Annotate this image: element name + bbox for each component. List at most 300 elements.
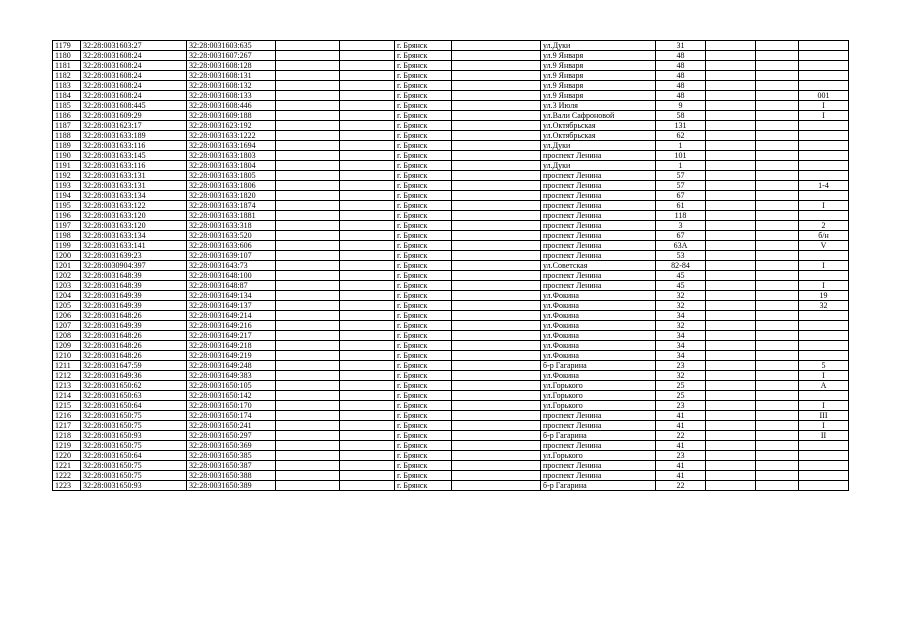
- empty-cell-d: [706, 391, 756, 401]
- table-row: [53, 461, 849, 471]
- premises-number-cell: II: [799, 431, 849, 441]
- city-cell: г. Брянск: [395, 61, 452, 71]
- cadastral-quarter-cell: 32:28:0031650:64: [81, 451, 187, 461]
- street-cell: ул.Фокина: [541, 311, 656, 321]
- street-cell: ул.Фокина: [541, 371, 656, 381]
- table-row: [53, 371, 849, 381]
- premises-number-cell: [799, 51, 849, 61]
- empty-cell-a: [276, 321, 340, 331]
- empty-cell-e: [756, 61, 799, 71]
- city-cell: г. Брянск: [395, 161, 452, 171]
- cadastral-number-cell: 32:28:0031639:107: [187, 251, 276, 261]
- cadastral-quarter-cell: 32:28:0031633:131: [81, 171, 187, 181]
- empty-cell-b: [340, 261, 395, 271]
- empty-cell-e: [756, 161, 799, 171]
- house-number-cell: 53: [656, 251, 706, 261]
- row-number-cell: 1201: [53, 261, 81, 271]
- city-cell: г. Брянск: [395, 181, 452, 191]
- house-number-cell: 32: [656, 301, 706, 311]
- row-number-cell: 1189: [53, 141, 81, 151]
- premises-number-cell: [799, 321, 849, 331]
- street-cell: проспект Ленина: [541, 181, 656, 191]
- premises-number-cell: V: [799, 241, 849, 251]
- empty-cell-b: [340, 331, 395, 341]
- cadastral-number-cell: 32:28:0031650:241: [187, 421, 276, 431]
- empty-cell-a: [276, 291, 340, 301]
- table-row: [53, 221, 849, 231]
- house-number-cell: 67: [656, 231, 706, 241]
- house-number-cell: 118: [656, 211, 706, 221]
- empty-cell-c: [452, 161, 541, 171]
- cadastral-number-cell: 32:28:0031650:105: [187, 381, 276, 391]
- empty-cell-b: [340, 211, 395, 221]
- cadastral-quarter-cell: 32:28:0031633:116: [81, 161, 187, 171]
- empty-cell-d: [706, 231, 756, 241]
- table-row: [53, 191, 849, 201]
- street-cell: б-р Гагарина: [541, 481, 656, 491]
- empty-cell-a: [276, 401, 340, 411]
- premises-number-cell: [799, 481, 849, 491]
- empty-cell-e: [756, 191, 799, 201]
- empty-cell-a: [276, 421, 340, 431]
- row-number-cell: 1202: [53, 271, 81, 281]
- cadastral-quarter-cell: 32:28:0031650:75: [81, 471, 187, 481]
- table-row: [53, 451, 849, 461]
- cadastral-quarter-cell: 32:28:0031623:17: [81, 121, 187, 131]
- empty-cell-e: [756, 171, 799, 181]
- row-number-cell: 1205: [53, 301, 81, 311]
- premises-number-cell: А: [799, 381, 849, 391]
- premises-number-cell: [799, 251, 849, 261]
- row-number-cell: 1211: [53, 361, 81, 371]
- cadastral-quarter-cell: 32:28:0031650:64: [81, 401, 187, 411]
- street-cell: проспект Ленина: [541, 191, 656, 201]
- cadastral-number-cell: 32:28:0031633:1222: [187, 131, 276, 141]
- row-number-cell: 1191: [53, 161, 81, 171]
- empty-cell-b: [340, 371, 395, 381]
- empty-cell-a: [276, 211, 340, 221]
- empty-cell-d: [706, 51, 756, 61]
- cadastral-number-cell: 32:28:0031633:1820: [187, 191, 276, 201]
- empty-cell-a: [276, 261, 340, 271]
- row-number-cell: 1218: [53, 431, 81, 441]
- cadastral-number-cell: 32:28:0031649:216: [187, 321, 276, 331]
- table-row: [53, 141, 849, 151]
- cadastral-quarter-cell: 32:28:0031648:26: [81, 331, 187, 341]
- house-number-cell: 3: [656, 221, 706, 231]
- empty-cell-b: [340, 471, 395, 481]
- empty-cell-d: [706, 271, 756, 281]
- table-row: [53, 61, 849, 71]
- empty-cell-c: [452, 241, 541, 251]
- empty-cell-a: [276, 141, 340, 151]
- empty-cell-e: [756, 391, 799, 401]
- row-number-cell: 1206: [53, 311, 81, 321]
- empty-cell-a: [276, 131, 340, 141]
- house-number-cell: 48: [656, 71, 706, 81]
- cadastral-quarter-cell: 32:28:0031608:24: [81, 61, 187, 71]
- city-cell: г. Брянск: [395, 91, 452, 101]
- cadastral-quarter-cell: 32:28:0031633:116: [81, 141, 187, 151]
- row-number-cell: 1192: [53, 171, 81, 181]
- empty-cell-b: [340, 121, 395, 131]
- empty-cell-d: [706, 401, 756, 411]
- city-cell: г. Брянск: [395, 351, 452, 361]
- cadastral-number-cell: 32:28:0031633:1806: [187, 181, 276, 191]
- city-cell: г. Брянск: [395, 451, 452, 461]
- premises-number-cell: [799, 141, 849, 151]
- empty-cell-c: [452, 321, 541, 331]
- house-number-cell: 32: [656, 371, 706, 381]
- table-row: [53, 471, 849, 481]
- empty-cell-e: [756, 421, 799, 431]
- empty-cell-c: [452, 341, 541, 351]
- city-cell: г. Брянск: [395, 111, 452, 121]
- cadastral-number-cell: 32:28:0031633:606: [187, 241, 276, 251]
- premises-number-cell: I: [799, 201, 849, 211]
- empty-cell-c: [452, 371, 541, 381]
- empty-cell-c: [452, 251, 541, 261]
- row-number-cell: 1207: [53, 321, 81, 331]
- empty-cell-e: [756, 201, 799, 211]
- street-cell: проспект Ленина: [541, 471, 656, 481]
- empty-cell-d: [706, 261, 756, 271]
- street-cell: ул.Фокина: [541, 341, 656, 351]
- cadastral-quarter-cell: 32:28:0031633:141: [81, 241, 187, 251]
- house-number-cell: 9: [656, 101, 706, 111]
- cadastral-quarter-cell: 32:28:0031608:24: [81, 91, 187, 101]
- empty-cell-a: [276, 461, 340, 471]
- cadastral-quarter-cell: 32:28:0031633:145: [81, 151, 187, 161]
- empty-cell-d: [706, 211, 756, 221]
- cadastral-quarter-cell: 32:28:0031633:131: [81, 181, 187, 191]
- row-number-cell: 1217: [53, 421, 81, 431]
- cadastral-quarter-cell: 32:28:0031650:62: [81, 381, 187, 391]
- house-number-cell: 1: [656, 141, 706, 151]
- empty-cell-a: [276, 311, 340, 321]
- empty-cell-b: [340, 351, 395, 361]
- premises-number-cell: [799, 161, 849, 171]
- empty-cell-d: [706, 101, 756, 111]
- empty-cell-e: [756, 121, 799, 131]
- empty-cell-e: [756, 51, 799, 61]
- cadastral-number-cell: 32:28:0031650:389: [187, 481, 276, 491]
- empty-cell-e: [756, 441, 799, 451]
- house-number-cell: 32: [656, 291, 706, 301]
- empty-cell-c: [452, 51, 541, 61]
- empty-cell-c: [452, 211, 541, 221]
- cadastral-number-cell: 32:28:0031649:248: [187, 361, 276, 371]
- cadastral-number-cell: 32:28:0031608:128: [187, 61, 276, 71]
- empty-cell-b: [340, 131, 395, 141]
- city-cell: г. Брянск: [395, 331, 452, 341]
- empty-cell-e: [756, 71, 799, 81]
- premises-number-cell: [799, 391, 849, 401]
- city-cell: г. Брянск: [395, 211, 452, 221]
- cadastral-quarter-cell: 32:28:0031649:39: [81, 321, 187, 331]
- city-cell: г. Брянск: [395, 311, 452, 321]
- empty-cell-d: [706, 301, 756, 311]
- empty-cell-b: [340, 411, 395, 421]
- cadastral-quarter-cell: 32:28:0031633:134: [81, 191, 187, 201]
- house-number-cell: 25: [656, 391, 706, 401]
- table-row: [53, 131, 849, 141]
- empty-cell-c: [452, 141, 541, 151]
- house-number-cell: 48: [656, 51, 706, 61]
- premises-number-cell: 5: [799, 361, 849, 371]
- street-cell: проспект Ленина: [541, 461, 656, 471]
- table-row: [53, 231, 849, 241]
- empty-cell-b: [340, 201, 395, 211]
- house-number-cell: 22: [656, 431, 706, 441]
- cadastral-number-cell: 32:28:0031650:388: [187, 471, 276, 481]
- empty-cell-b: [340, 251, 395, 261]
- premises-number-cell: [799, 451, 849, 461]
- empty-cell-e: [756, 451, 799, 461]
- city-cell: г. Брянск: [395, 241, 452, 251]
- city-cell: г. Брянск: [395, 151, 452, 161]
- cadastral-number-cell: 32:28:0031633:1881: [187, 211, 276, 221]
- cadastral-quarter-cell: 32:28:0031647:59: [81, 361, 187, 371]
- street-cell: ул.9 Января: [541, 51, 656, 61]
- street-cell: проспект Ленина: [541, 411, 656, 421]
- row-number-cell: 1180: [53, 51, 81, 61]
- table-row: [53, 481, 849, 491]
- street-cell: ул.Фокина: [541, 331, 656, 341]
- premises-number-cell: [799, 341, 849, 351]
- empty-cell-c: [452, 81, 541, 91]
- empty-cell-a: [276, 381, 340, 391]
- cadastral-number-cell: 32:28:0031608:132: [187, 81, 276, 91]
- city-cell: г. Брянск: [395, 441, 452, 451]
- house-number-cell: 57: [656, 171, 706, 181]
- empty-cell-b: [340, 41, 395, 51]
- cadastral-quarter-cell: 32:28:0031650:75: [81, 461, 187, 471]
- empty-cell-a: [276, 201, 340, 211]
- premises-number-cell: I: [799, 101, 849, 111]
- row-number-cell: 1208: [53, 331, 81, 341]
- house-number-cell: 34: [656, 351, 706, 361]
- empty-cell-e: [756, 341, 799, 351]
- table-row: [53, 121, 849, 131]
- empty-cell-b: [340, 481, 395, 491]
- empty-cell-b: [340, 51, 395, 61]
- cadastral-quarter-cell: 32:28:0031608:24: [81, 71, 187, 81]
- empty-cell-d: [706, 471, 756, 481]
- city-cell: г. Брянск: [395, 431, 452, 441]
- empty-cell-e: [756, 291, 799, 301]
- empty-cell-c: [452, 41, 541, 51]
- city-cell: г. Брянск: [395, 271, 452, 281]
- city-cell: г. Брянск: [395, 461, 452, 471]
- street-cell: ул.Вали Сафроновой: [541, 111, 656, 121]
- cadastral-number-cell: 32:28:0031650:142: [187, 391, 276, 401]
- cadastral-quarter-cell: 32:28:0031648:26: [81, 351, 187, 361]
- city-cell: г. Брянск: [395, 171, 452, 181]
- empty-cell-a: [276, 251, 340, 261]
- empty-cell-a: [276, 271, 340, 281]
- cadastral-number-cell: 32:28:0031633:1874: [187, 201, 276, 211]
- empty-cell-e: [756, 331, 799, 341]
- empty-cell-c: [452, 101, 541, 111]
- cadastral-number-cell: 32:28:0031648:100: [187, 271, 276, 281]
- row-number-cell: 1219: [53, 441, 81, 451]
- empty-cell-a: [276, 161, 340, 171]
- city-cell: г. Брянск: [395, 411, 452, 421]
- empty-cell-b: [340, 431, 395, 441]
- empty-cell-b: [340, 391, 395, 401]
- empty-cell-b: [340, 71, 395, 81]
- premises-number-cell: [799, 211, 849, 221]
- house-number-cell: 62: [656, 131, 706, 141]
- premises-number-cell: [799, 271, 849, 281]
- empty-cell-a: [276, 451, 340, 461]
- empty-cell-c: [452, 221, 541, 231]
- empty-cell-e: [756, 111, 799, 121]
- table-row: [53, 401, 849, 411]
- empty-cell-c: [452, 401, 541, 411]
- premises-number-cell: 32: [799, 301, 849, 311]
- street-cell: проспект Ленина: [541, 221, 656, 231]
- empty-cell-d: [706, 351, 756, 361]
- table-row: [53, 341, 849, 351]
- empty-cell-e: [756, 381, 799, 391]
- empty-cell-d: [706, 81, 756, 91]
- premises-number-cell: [799, 71, 849, 81]
- empty-cell-c: [452, 121, 541, 131]
- table-row: [53, 111, 849, 121]
- city-cell: г. Брянск: [395, 391, 452, 401]
- premises-number-cell: I: [799, 401, 849, 411]
- premises-number-cell: [799, 461, 849, 471]
- empty-cell-e: [756, 241, 799, 251]
- city-cell: г. Брянск: [395, 471, 452, 481]
- cadastral-quarter-cell: 32:28:0031639:23: [81, 251, 187, 261]
- city-cell: г. Брянск: [395, 131, 452, 141]
- empty-cell-c: [452, 391, 541, 401]
- premises-number-cell: 2: [799, 221, 849, 231]
- empty-cell-d: [706, 281, 756, 291]
- table-row: [53, 181, 849, 191]
- house-number-cell: 48: [656, 91, 706, 101]
- cadastral-quarter-cell: 32:28:0031633:120: [81, 211, 187, 221]
- street-cell: ул.Октябрьская: [541, 131, 656, 141]
- empty-cell-d: [706, 381, 756, 391]
- city-cell: г. Брянск: [395, 201, 452, 211]
- premises-number-cell: [799, 121, 849, 131]
- empty-cell-a: [276, 441, 340, 451]
- empty-cell-e: [756, 401, 799, 411]
- empty-cell-d: [706, 331, 756, 341]
- row-number-cell: 1216: [53, 411, 81, 421]
- table-row: [53, 81, 849, 91]
- cadastral-number-cell: 32:28:0031608:133: [187, 91, 276, 101]
- empty-cell-b: [340, 191, 395, 201]
- empty-cell-d: [706, 481, 756, 491]
- street-cell: ул.Фокина: [541, 351, 656, 361]
- row-number-cell: 1209: [53, 341, 81, 351]
- cadastral-quarter-cell: 32:28:0031608:445: [81, 101, 187, 111]
- house-number-cell: 48: [656, 61, 706, 71]
- empty-cell-b: [340, 181, 395, 191]
- empty-cell-a: [276, 61, 340, 71]
- cadastral-number-cell: 32:28:0031633:318: [187, 221, 276, 231]
- cadastral-number-cell: 32:28:0031643:73: [187, 261, 276, 271]
- street-cell: проспект Ленина: [541, 281, 656, 291]
- empty-cell-d: [706, 111, 756, 121]
- house-number-cell: 41: [656, 441, 706, 451]
- empty-cell-a: [276, 241, 340, 251]
- row-number-cell: 1190: [53, 151, 81, 161]
- row-number-cell: 1179: [53, 41, 81, 51]
- city-cell: г. Брянск: [395, 121, 452, 131]
- cadastral-number-cell: 32:28:0031649:217: [187, 331, 276, 341]
- row-number-cell: 1188: [53, 131, 81, 141]
- empty-cell-e: [756, 141, 799, 151]
- city-cell: г. Брянск: [395, 371, 452, 381]
- street-cell: ул.9 Января: [541, 91, 656, 101]
- premises-number-cell: I: [799, 421, 849, 431]
- cadastral-quarter-cell: 32:28:0031650:75: [81, 421, 187, 431]
- empty-cell-d: [706, 371, 756, 381]
- city-cell: г. Брянск: [395, 381, 452, 391]
- empty-cell-b: [340, 291, 395, 301]
- empty-cell-b: [340, 341, 395, 351]
- empty-cell-a: [276, 71, 340, 81]
- table-row: [53, 251, 849, 261]
- cadastral-quarter-cell: 32:28:0031650:75: [81, 411, 187, 421]
- empty-cell-c: [452, 311, 541, 321]
- row-number-cell: 1182: [53, 71, 81, 81]
- row-number-cell: 1223: [53, 481, 81, 491]
- cadastral-number-cell: 32:28:0031649:214: [187, 311, 276, 321]
- empty-cell-e: [756, 211, 799, 221]
- house-number-cell: 41: [656, 411, 706, 421]
- empty-cell-b: [340, 461, 395, 471]
- city-cell: г. Брянск: [395, 191, 452, 201]
- row-number-cell: 1185: [53, 101, 81, 111]
- empty-cell-e: [756, 271, 799, 281]
- premises-number-cell: I: [799, 111, 849, 121]
- row-number-cell: 1215: [53, 401, 81, 411]
- table-row: [53, 91, 849, 101]
- empty-cell-d: [706, 121, 756, 131]
- row-number-cell: 1213: [53, 381, 81, 391]
- city-cell: г. Брянск: [395, 231, 452, 241]
- empty-cell-a: [276, 191, 340, 201]
- cadastral-quarter-cell: 32:28:0031633:134: [81, 231, 187, 241]
- house-number-cell: 41: [656, 421, 706, 431]
- premises-number-cell: 001: [799, 91, 849, 101]
- cadastral-quarter-cell: 32:28:0031633:189: [81, 131, 187, 141]
- table-row: [53, 391, 849, 401]
- empty-cell-d: [706, 201, 756, 211]
- empty-cell-b: [340, 161, 395, 171]
- table-row: [53, 71, 849, 81]
- empty-cell-d: [706, 171, 756, 181]
- cadastral-quarter-cell: 32:28:0031608:24: [81, 51, 187, 61]
- empty-cell-b: [340, 401, 395, 411]
- city-cell: г. Брянск: [395, 41, 452, 51]
- row-number-cell: 1212: [53, 371, 81, 381]
- row-number-cell: 1210: [53, 351, 81, 361]
- table-row: [53, 171, 849, 181]
- empty-cell-a: [276, 221, 340, 231]
- empty-cell-a: [276, 301, 340, 311]
- empty-cell-c: [452, 421, 541, 431]
- house-number-cell: 34: [656, 311, 706, 321]
- cadastral-number-cell: 32:28:0031608:446: [187, 101, 276, 111]
